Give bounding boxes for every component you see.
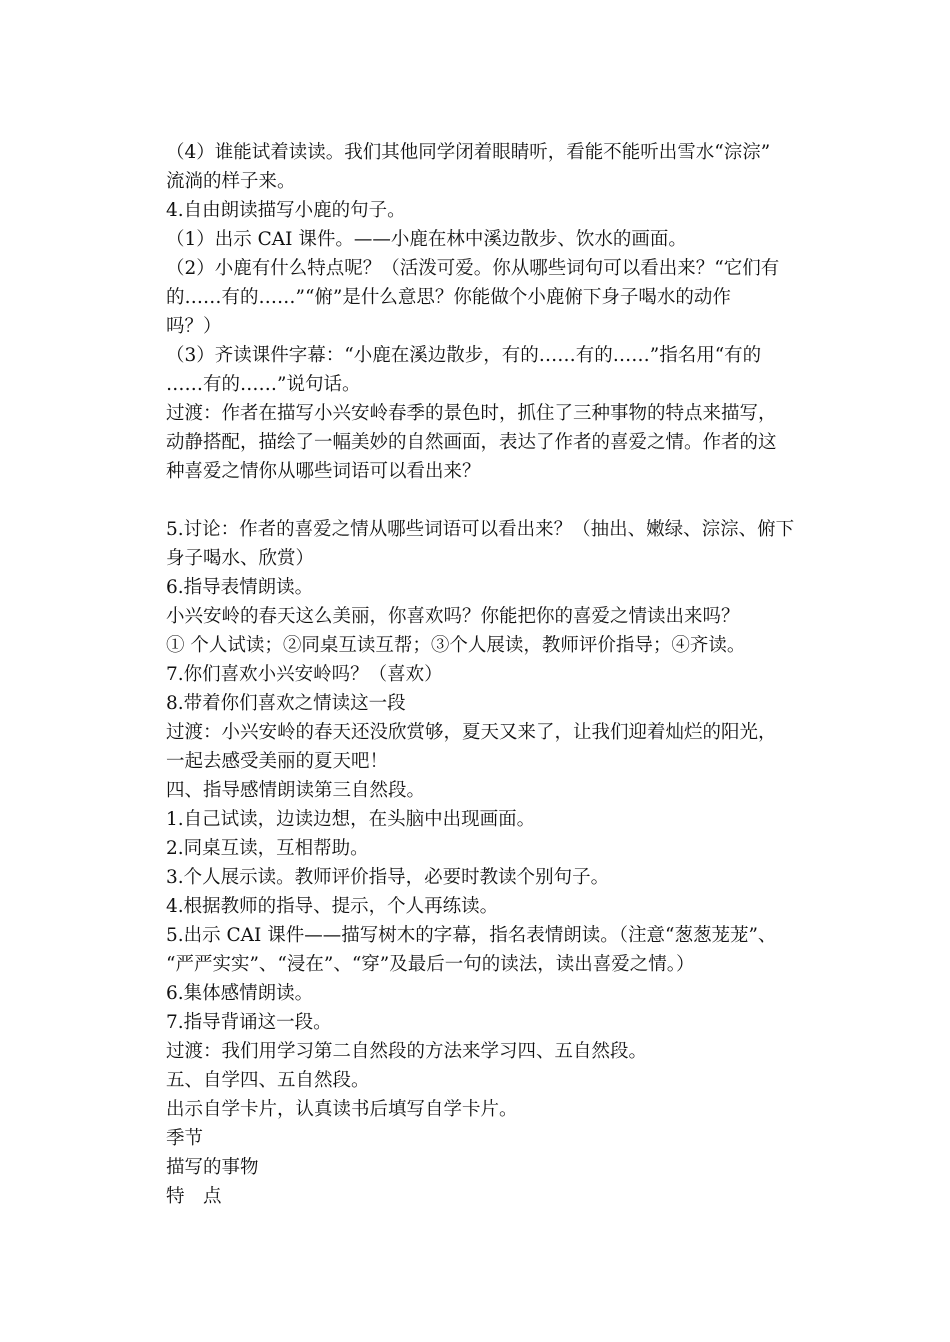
text-line: 种喜爱之情你从哪些词语可以看出来？ bbox=[166, 461, 481, 482]
section-heading: 四、指导感情朗读第三自然段。 bbox=[166, 780, 426, 801]
text-line: 6.集体感情朗读。 bbox=[166, 983, 314, 1004]
text-line: （1）出示 CAI 课件。——小鹿在林中溪边散步、饮水的画面。 bbox=[166, 229, 687, 250]
text-line: ……有的……”说句话。 bbox=[166, 374, 361, 395]
section-heading: 五、自学四、五自然段。 bbox=[166, 1070, 370, 1091]
text-line: 吗？） bbox=[166, 316, 222, 337]
card-field-label: 特 点 bbox=[166, 1186, 222, 1207]
text-line: 4.根据教师的指导、提示，个人再练读。 bbox=[166, 896, 499, 917]
text-line: （4）谁能试着读读。我们其他同学闭着眼睛听，看能不能听出雪水“淙淙” bbox=[166, 142, 771, 163]
text-line: 小兴安岭的春天这么美丽，你喜欢吗？你能把你的喜爱之情读出来吗？ bbox=[166, 606, 740, 627]
text-line: 5.讨论：作者的喜爱之情从哪些词语可以看出来？（抽出、嫩绿、淙淙、俯下 bbox=[166, 519, 795, 540]
text-line: 流淌的样子来。 bbox=[166, 171, 296, 192]
text-line: 过渡：作者在描写小兴安岭春季的景色时，抓住了三种事物的特点来描写， bbox=[166, 403, 777, 424]
text-line: 3.个人展示读。教师评价指导，必要时教读个别句子。 bbox=[166, 867, 610, 888]
text-line: 过渡：我们用学习第二自然段的方法来学习四、五自然段。 bbox=[166, 1041, 648, 1062]
text-line: 7.你们喜欢小兴安岭吗？（喜欢） bbox=[166, 664, 443, 685]
text-line: ① 个人试读；②同桌互读互帮；③个人展读，教师评价指导；④齐读。 bbox=[166, 635, 746, 656]
text-line: （3）齐读课件字幕：“小鹿在溪边散步，有的……有的……”指名用“有的 bbox=[166, 345, 762, 366]
text-line: 5.出示 CAI 课件——描写树木的字幕，指名表情朗读。（注意“葱葱茏茏”、 bbox=[166, 925, 777, 946]
document-body bbox=[166, 138, 806, 1211]
text-line: 6.指导表情朗读。 bbox=[166, 577, 314, 598]
text-line: 身子喝水、欣赏） bbox=[166, 548, 315, 569]
text-line: 1.自己试读，边读边想，在头脑中出现画面。 bbox=[166, 809, 536, 830]
text-line: 出示自学卡片，认真读书后填写自学卡片。 bbox=[166, 1099, 518, 1120]
text-line: 动静搭配，描绘了一幅美妙的自然画面，表达了作者的喜爱之情。作者的这 bbox=[166, 432, 777, 453]
text-line: （2）小鹿有什么特点呢？（活泼可爱。你从哪些词句可以看出来？“它们有 bbox=[166, 258, 780, 279]
text-line: 8.带着你们喜欢之情读这一段 bbox=[166, 693, 406, 714]
text-line: 2.同桌互读，互相帮助。 bbox=[166, 838, 369, 859]
text-line: 过渡：小兴安岭的春天还没欣赏够，夏天又来了，让我们迎着灿烂的阳光， bbox=[166, 722, 777, 743]
blank-line bbox=[166, 486, 806, 515]
text-line: “严严实实”、“浸在”、“穿”及最后一句的读法，读出喜爱之情。） bbox=[166, 954, 695, 975]
card-field-label: 描写的事物 bbox=[166, 1157, 259, 1178]
text-line: 4.自由朗读描写小鹿的句子。 bbox=[166, 200, 406, 221]
text-line: 7.指导背诵这一段。 bbox=[166, 1012, 332, 1033]
text-line: 一起去感受美丽的夏天吧！ bbox=[166, 751, 389, 772]
text-line: 的……有的……”“俯”是什么意思？你能做个小鹿俯下身子喝水的动作 bbox=[166, 287, 731, 308]
card-field-label: 季节 bbox=[166, 1128, 204, 1149]
